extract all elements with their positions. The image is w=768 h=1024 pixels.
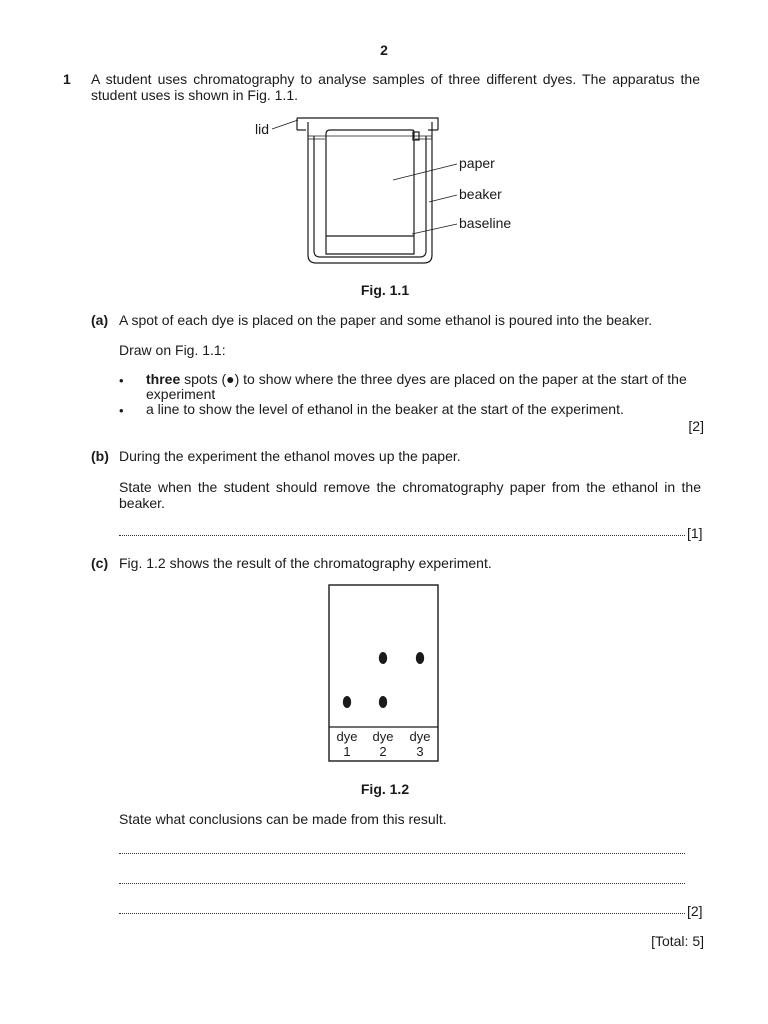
bullet-text: spots (●) to show where the three dyes are placed on the paper at the start of the experiment [146, 371, 687, 402]
beaker-inner [314, 136, 426, 257]
part-c-label: (c) [91, 555, 109, 571]
fig-1-1-caption: Fig. 1.1 [360, 282, 410, 298]
part-a-instruction: Draw on Fig. 1.1: [119, 342, 226, 358]
lane-1-number: 1 [343, 744, 351, 759]
page-number: 2 [380, 42, 388, 58]
dye-2-spot-level-1 [379, 696, 387, 708]
lane-1-word: dye [336, 729, 358, 744]
answer-line-c-1[interactable] [119, 843, 685, 854]
dye-2-spot-level-2 [379, 652, 387, 664]
bullet-emphasis: three [146, 371, 181, 387]
part-b-marks: [1] [687, 525, 703, 541]
question-number: 1 [63, 71, 71, 87]
fig-1-1-apparatus-diagram [240, 110, 530, 270]
bullet-marker: • [119, 403, 124, 418]
fig-1-2-chromatogram [328, 584, 440, 764]
lane-2-word: dye [372, 729, 394, 744]
chromatography-paper [326, 130, 414, 254]
part-b-text: During the experiment the ethanol moves up the paper. [119, 448, 461, 464]
part-b-label: (b) [91, 448, 109, 464]
part-c-text: Fig. 1.2 shows the result of the chromatography experiment. [119, 555, 492, 571]
total-marks: [Total: 5] [651, 933, 704, 949]
part-a-marks: [2] [688, 418, 704, 434]
answer-line-b[interactable] [119, 525, 685, 536]
part-b-question: State when the student should remove the chromatography paper from the ethanol in the beaker. [119, 479, 701, 511]
fig-1-2-caption: Fig. 1.2 [360, 781, 410, 797]
bullet-item-spots [146, 372, 701, 402]
answer-line-c-2[interactable] [119, 873, 685, 884]
question-intro: A student uses chromatography to analyse samples of three different dyes. The apparatus the student uses is shown in Fig. 1.1. [91, 71, 700, 103]
lane-3-number: 3 [416, 744, 424, 759]
bullet-item-ethanol-line: a line to show the level of ethanol in the beaker at the start of the experiment. [146, 401, 624, 417]
bullet-marker: • [119, 373, 124, 388]
dye-3-spot-level-2 [416, 652, 424, 664]
lane-2-number: 2 [379, 744, 387, 759]
part-c-marks: [2] [687, 903, 703, 919]
baseline-label: baseline [459, 215, 512, 231]
part-c-question: State what conclusions can be made from this result. [119, 811, 447, 827]
lane-3-word: dye [409, 729, 431, 744]
part-a-text: A spot of each dye is placed on the paper and some ethanol is poured into the beaker. [119, 312, 653, 328]
part-a-label: (a) [91, 312, 109, 328]
lid-label: lid [255, 121, 270, 137]
answer-line-c-3[interactable] [119, 903, 685, 914]
lid-shape [297, 118, 438, 130]
paper-label: paper [459, 155, 495, 171]
beaker-label: beaker [459, 186, 502, 202]
dye-1-spot-level-1 [343, 696, 351, 708]
